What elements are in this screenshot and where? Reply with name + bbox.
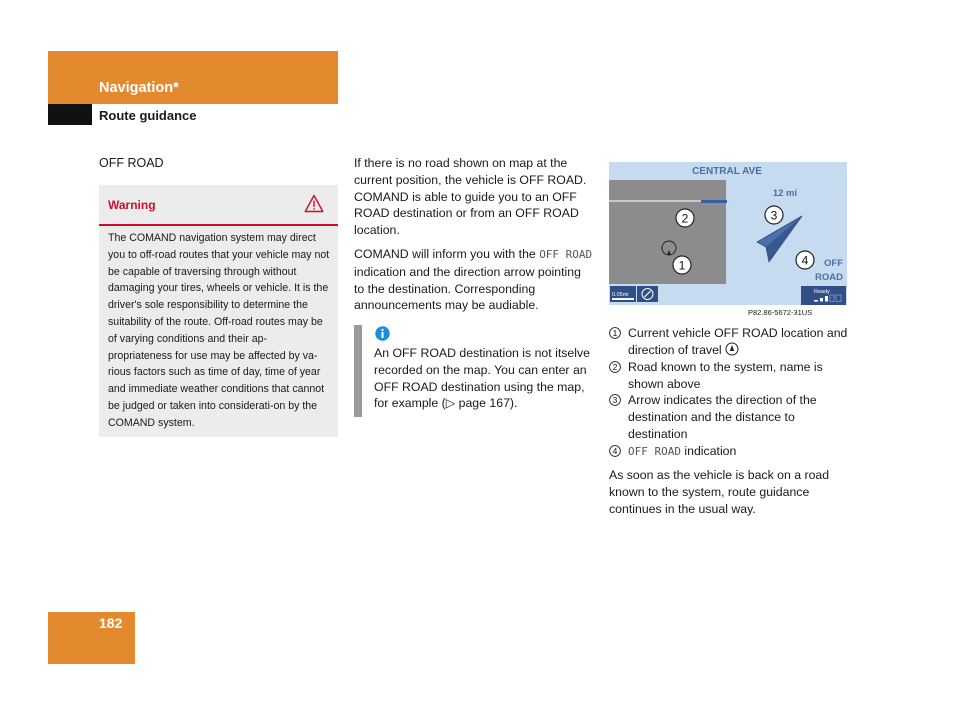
header-band xyxy=(48,51,338,104)
page-title: OFF ROAD xyxy=(99,156,164,170)
destination-direction-arrow-icon xyxy=(757,216,802,262)
callout-3 xyxy=(765,206,783,224)
chapter-title: Navigation* xyxy=(99,80,179,96)
legend-text: Current vehicle OFF ROAD location and direction of travel xyxy=(628,326,848,357)
legend-number-badge xyxy=(609,394,621,406)
info-icon xyxy=(375,326,390,341)
page-number: 182 xyxy=(99,615,123,631)
offroad-label-line1: OFF xyxy=(824,258,843,269)
paragraph-text: indication and the direction arrow pointing to the destination. Corresponding announcements may be audiable. xyxy=(354,264,581,313)
paragraph-route-resume: As soon as the vehicle is back on a road known to the system, route guidance continues in the usual way. xyxy=(609,468,830,516)
distance-label: 12 mi xyxy=(772,188,798,199)
warning-text: The COMAND navigation system may direct you to off-road routes that your vehicle may not be capable of traversing through without damaging your tires, wheels or vehicle. It is the driver's sole responsibility to determine the suitability of the route. Off-road routes may be of varying conditions and their ap-propriateness for use may be affected by va-rious factors such as time of day, time of year and immediate weather conditions that cannot be judged or taken into considerati-on by the COMAND system. xyxy=(108,232,330,429)
paragraph-offroad-indication xyxy=(354,246,594,314)
legend-number: 4 xyxy=(612,446,618,456)
road-known xyxy=(609,200,701,202)
ready-label: Ready xyxy=(814,289,830,295)
legend-number-badge xyxy=(609,327,621,339)
legend-item-2 xyxy=(609,359,849,393)
callout-number: 4 xyxy=(801,253,809,268)
callout-number: 2 xyxy=(681,211,689,226)
legend-number: 3 xyxy=(612,395,618,405)
paragraph-text: COMAND will inform you with the xyxy=(354,247,540,261)
map-terrain xyxy=(609,180,726,284)
legend-text: Road known to the system, name is shown above xyxy=(628,360,823,391)
offroad-display-code: OFF ROAD xyxy=(539,248,593,261)
callout-4 xyxy=(796,251,814,269)
legend-item-3 xyxy=(609,392,849,442)
street-name-label: CENTRAL AVE xyxy=(692,166,762,177)
note-text: An OFF ROAD destination is not itselve recorded on the map. You can enter an OFF ROAD destination using the map, for example (▷ page 167). xyxy=(374,346,590,411)
warning-label: Warning xyxy=(108,198,156,212)
paragraph-offroad-intro: If there is no road shown on map at the current position, the vehicle is OFF ROAD. COMAND is able to guide you to an OFF ROAD destination or from an OFF ROAD location. xyxy=(354,156,587,238)
offroad-label-line2: ROAD xyxy=(815,272,843,283)
legend-number: 1 xyxy=(612,328,618,338)
scale-bar xyxy=(612,298,634,300)
section-marker xyxy=(48,104,92,125)
figure-reference: P82.86-5672-31US xyxy=(748,308,813,317)
callout-1 xyxy=(673,256,691,274)
callout-2 xyxy=(676,209,694,227)
legend-item-4 xyxy=(609,443,849,461)
warning-box xyxy=(99,185,338,437)
section-subtitle: Route guidance xyxy=(99,108,197,123)
callout-number: 3 xyxy=(770,208,778,223)
note-bar xyxy=(354,325,362,417)
warning-divider xyxy=(99,224,338,226)
offroad-display-code: OFF ROAD xyxy=(628,445,681,458)
map-graphic xyxy=(609,162,847,305)
legend-number-badge xyxy=(609,445,621,457)
navigation-map xyxy=(609,162,847,305)
legend-text: Arrow indicates the direction of the destination and the distance to destination xyxy=(628,393,817,441)
legend-number: 2 xyxy=(612,362,618,372)
legend-text: indication xyxy=(680,444,737,458)
legend-item-1 xyxy=(609,325,849,359)
scale-label: 0.05mi xyxy=(612,292,629,298)
road-highlight xyxy=(701,200,727,203)
vehicle-position-icon xyxy=(725,342,739,356)
warning-triangle-icon xyxy=(304,194,324,213)
callout-number: 1 xyxy=(678,258,686,273)
legend-number-badge xyxy=(609,361,621,373)
